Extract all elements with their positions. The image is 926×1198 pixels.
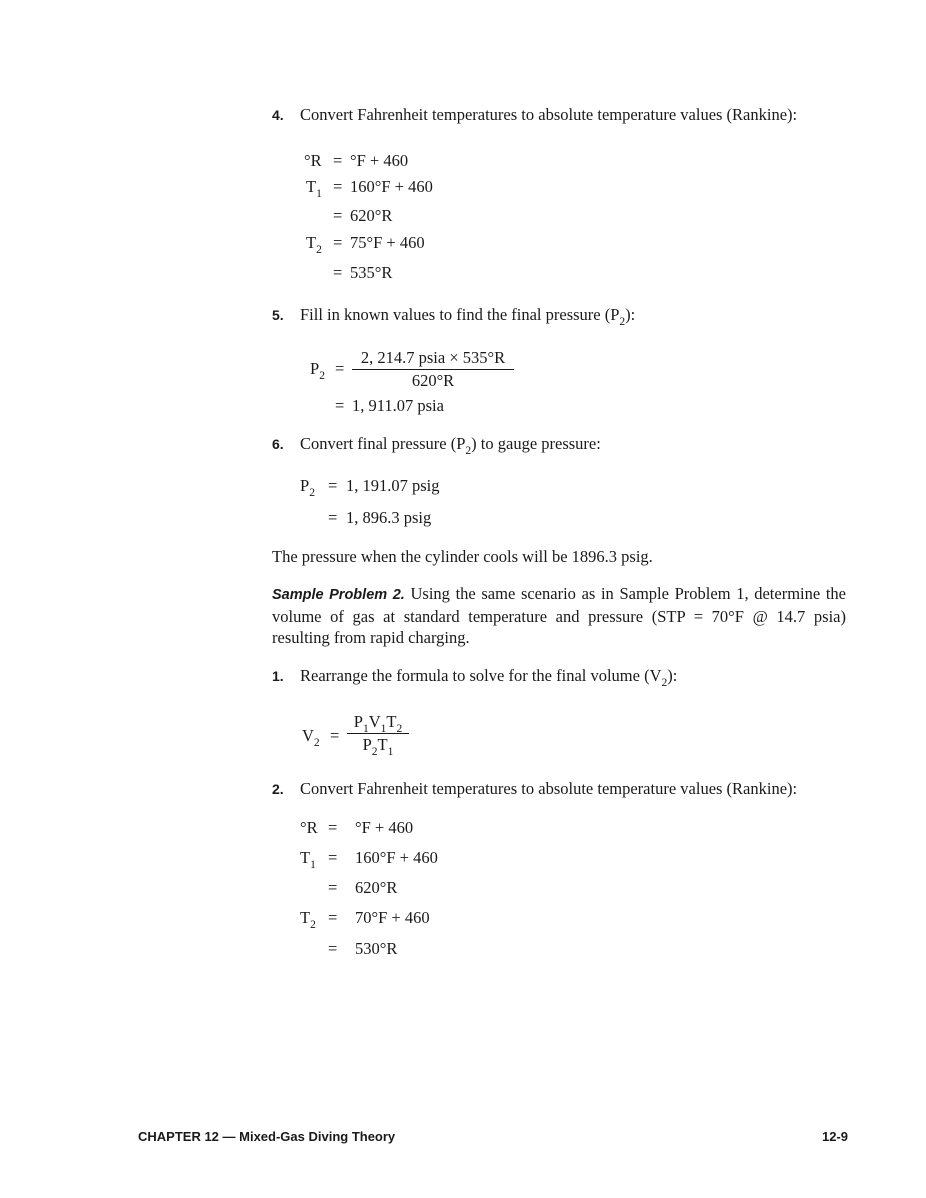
equation-rhs: 160°F + 460 [350,177,433,196]
equation-rhs: 620°R [355,878,398,897]
equation-rhs: 1, 896.3 psig [346,508,432,527]
equals-sign: = [335,359,345,378]
equation-rhs: 530°R [355,939,398,958]
equation-rhs: °F + 460 [350,151,409,170]
equals-sign: = [330,726,340,745]
equation-rhs: 160°F + 460 [355,848,438,867]
equals-sign: = [333,151,343,170]
equation-rhs: °F + 460 [355,818,414,837]
sample-problem-paragraph [272,583,846,648]
equals-sign: = [333,206,343,225]
equation-rhs: 620°R [350,206,393,225]
equals-sign: = [328,848,338,867]
step-number: 4. [272,107,284,123]
fraction-denominator: $P_2T_1$ [362,735,394,758]
step-number: 6. [272,436,284,452]
equation-lhs: $T_2$ [300,908,316,931]
equation-lhs: °R [304,151,322,170]
step-text: Convert Fahrenheit temperatures to absolute temperature values (Rankine): [300,779,798,798]
equation-lhs: °R [300,818,318,837]
equals-sign: = [335,396,345,415]
fraction-denominator: 620°R [411,371,455,390]
volume-fraction [347,712,409,758]
equation-lhs: $P_2$ [310,359,325,382]
footer-page-number: 12-9 [821,1129,848,1144]
equation-rhs: 535°R [350,263,393,282]
equals-sign: = [328,508,338,527]
step-text: Convert final pressure $(P_2)$ to gauge pressure: [300,434,601,457]
equals-sign: = [333,233,343,252]
equals-sign: = [333,177,343,196]
equals-sign: = [328,476,338,495]
equals-sign: = [328,939,338,958]
step-number: 5. [272,307,284,323]
pressure-fraction [352,348,514,391]
footer-chapter-title: CHAPTER 12 — Mixed-Gas Diving Theory [138,1129,396,1144]
equation-lhs: $T_2$ [306,233,322,256]
equation-lhs: $V_2$ [302,726,320,749]
sample-problem-label: Sample Problem 2. [272,587,405,603]
equals-sign: = [333,263,343,282]
step-number: 2. [272,781,284,797]
fraction-numerator: 2, 214.7 psia × 535°R [352,348,514,370]
equals-sign: = [328,908,338,927]
equation-rhs: 70°F + 460 [355,908,430,927]
equals-sign: = [328,818,338,837]
step-text: Fill in known values to find the final pressure $(P_2)$: [300,305,636,328]
equation-rhs: 75°F + 460 [350,233,425,252]
equation-result: 1, 911.07 psia [352,396,444,415]
conclusion-text: The pressure when the cylinder cools will be 1896.3 psig. [272,547,653,566]
equation-lhs: $T_1$ [306,177,322,200]
equation-lhs: $T_1$ [300,848,316,871]
fraction-numerator: $P_1V_1T_2$ [347,712,409,734]
equals-sign: = [328,878,338,897]
sample-problem-text: Using the same scenario as in Sample Problem 1, determine the volume of gas at standard temperature and pressure (STP = 70°F @ 14.7 psia) resulting from rapid charging. [272,584,847,647]
step-text: Rearrange the formula to solve for the final volume $(V_2)$: [300,666,678,689]
step-number: 1. [272,668,284,684]
step-text: Convert Fahrenheit temperatures to absolute temperature values (Rankine): [300,105,798,124]
equation-lhs: $P_2$ [300,476,315,499]
equation-rhs: 1, 191.07 psig [346,476,440,495]
